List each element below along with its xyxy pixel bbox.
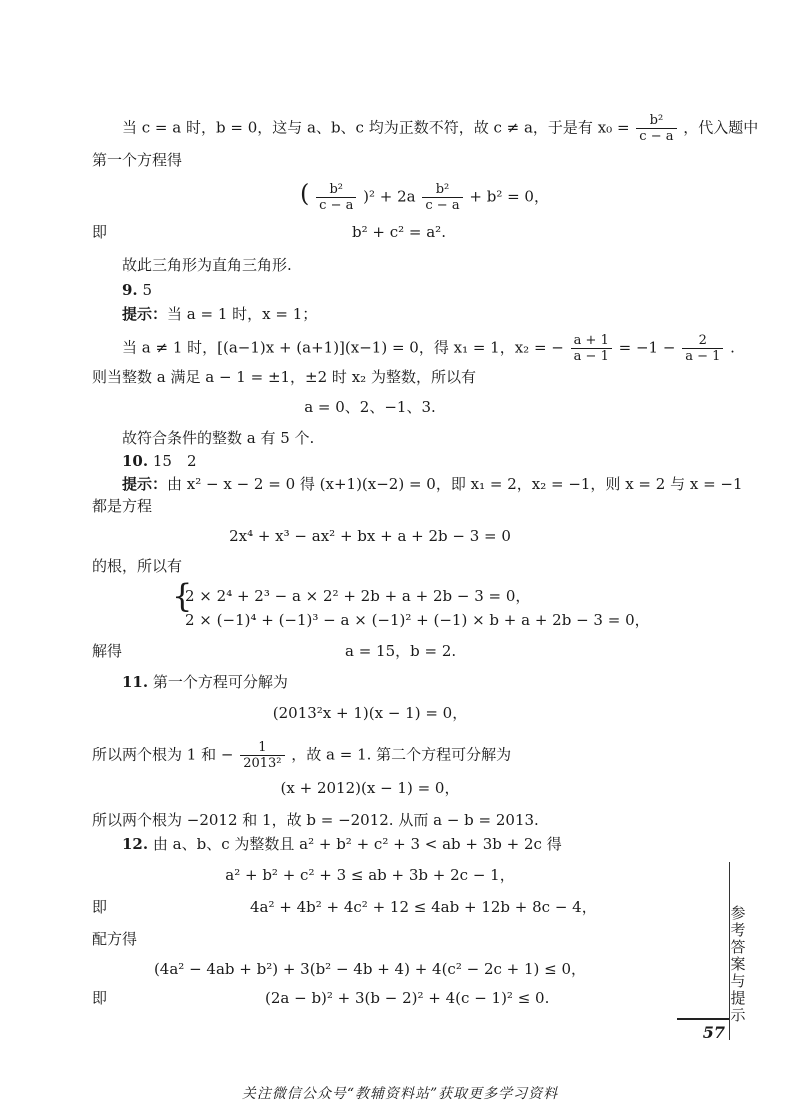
label: 即 — [92, 989, 108, 1007]
text-segment: ，代入题中 — [683, 118, 759, 137]
text-line: 故此三角形为直角三角形. — [122, 256, 292, 274]
page-number: 57 — [677, 1018, 729, 1042]
equation: 2x⁴ + x³ − ax² + bx + a + 2b − 3 = 0 — [229, 527, 511, 545]
hint-label: 提示： — [122, 475, 168, 493]
text-segment: 所以两个根为 1 和 − — [92, 745, 234, 764]
footer-watermark: 关注微信公众号“教辅资料站”获取更多学习资料 — [241, 1086, 559, 1102]
text-segment: = −1 − — [618, 338, 676, 357]
fraction-numerator: b² — [422, 182, 462, 198]
text-line: 所以两个根为 −2012 和 1，故 b = −2012. 从而 a − b = 2013. — [92, 811, 539, 829]
equation: (4a² − 4ab + b²) + 3(b² − 4b + 4) + 4(c² − 2c + 1) ≤ 0， — [153, 960, 587, 978]
equation: 4a² + 4b² + 4c² + 12 ≤ 4ab + 12b + 8c − 4， — [250, 898, 597, 916]
text-segment: 由 x² − x − 2 = 0 得 (x+1)(x−2) = 0，即 x₁ = 2，x₂ = −1，则 x = 2 与 x = −1 — [167, 475, 743, 493]
fraction-numerator: b² — [636, 113, 676, 129]
equation: a = 15，b = 2. — [345, 642, 457, 660]
text-line: 第一个方程得 — [92, 151, 183, 169]
equation: b² + c² = a². — [352, 223, 446, 241]
text-segment: ，故 a = 1. 第二个方程可分解为 — [291, 745, 512, 764]
text-segment: 当 c = a 时，b = 0，这与 a、b、c 均为正数不符，故 c ≠ a，于是有 x₀ = — [122, 118, 630, 137]
equation: a = 0、2、−1、3. — [304, 398, 436, 416]
fraction-numerator: a + 1 — [571, 333, 612, 349]
text-segment: 由 a、b、c 为整数且 a² + b² + c² + 3 < ab + 3b + 2c 得 — [152, 835, 562, 853]
equation: (2013²x + 1)(x − 1) = 0， — [272, 704, 468, 722]
text-line: 配方得 — [92, 930, 138, 948]
fraction — [682, 333, 723, 364]
text-segment: + b² = 0， — [469, 187, 549, 206]
equation: (x + 2012)(x − 1) = 0， — [280, 779, 460, 797]
equation: 2 × (−1)⁴ + (−1)³ − a × (−1)² + (−1) × b + a + 2b − 3 = 0， — [185, 611, 650, 629]
label: 解得 — [92, 642, 123, 660]
fraction — [316, 182, 356, 213]
question-number: 12. — [122, 835, 149, 853]
question-number: 9. — [122, 281, 138, 299]
text-line: 则当整数 a 满足 a − 1 = ±1，±2 时 x₂ 为整数，所以有 — [92, 368, 476, 386]
brace-symbol: { — [172, 577, 193, 615]
equation: 2 × 2⁴ + 2³ − a × 2² + 2b + a + 2b − 3 = 0， — [185, 587, 531, 605]
text-line — [122, 333, 735, 364]
question-12-header — [122, 834, 562, 854]
fraction-denominator: a − 1 — [685, 349, 721, 364]
fraction-numerator: 1 — [240, 740, 284, 756]
hint-line — [122, 304, 317, 324]
fraction-denominator: c − a — [639, 129, 674, 144]
text-line — [122, 113, 758, 144]
fraction-numerator: 2 — [682, 333, 723, 349]
text-line: 故符合条件的整数 a 有 5 个. — [122, 429, 315, 447]
text-segment: . — [730, 338, 735, 357]
question-10-header — [122, 451, 197, 471]
equation: (2a − b)² + 3(b − 2)² + 4(c − 1)² ≤ 0. — [265, 989, 550, 1007]
text-segment: 第一个方程可分解为 — [152, 673, 288, 691]
text-line: 都是方程 — [92, 497, 153, 515]
fraction-denominator: c − a — [425, 198, 460, 213]
paren: ( — [300, 179, 310, 208]
text-line — [92, 740, 511, 771]
text-segment: 当 a = 1 时，x = 1； — [167, 305, 318, 323]
question-9-header — [122, 280, 152, 300]
fraction-denominator: a − 1 — [573, 349, 609, 364]
answer: 15 2 — [152, 452, 197, 470]
fraction-numerator: b² — [316, 182, 356, 198]
question-number: 11. — [122, 673, 149, 691]
label: 即 — [92, 223, 108, 241]
fraction — [240, 740, 284, 771]
equation — [300, 179, 549, 213]
fraction-denominator: 2013² — [243, 756, 282, 771]
text-segment: 当 a ≠ 1 时，[(a−1)x + (a+1)](x−1) = 0，得 x₁ = 1，x₂ = − — [122, 338, 564, 357]
text-segment: )² + 2a — [363, 187, 416, 206]
fraction — [571, 333, 612, 364]
hint-line — [122, 474, 743, 494]
question-number: 10. — [122, 452, 149, 470]
question-11-header — [122, 672, 288, 692]
fraction-denominator: c − a — [319, 198, 354, 213]
equation: a² + b² + c² + 3 ≤ ab + 3b + 2c − 1， — [225, 866, 515, 884]
fraction — [422, 182, 462, 213]
label: 即 — [92, 898, 108, 916]
text-line: 的根，所以有 — [92, 557, 183, 575]
side-label: 参 考 答 案 与 提 示 — [730, 904, 746, 1024]
answer: 5 — [142, 281, 152, 299]
fraction — [636, 113, 676, 144]
hint-label: 提示： — [122, 305, 168, 323]
